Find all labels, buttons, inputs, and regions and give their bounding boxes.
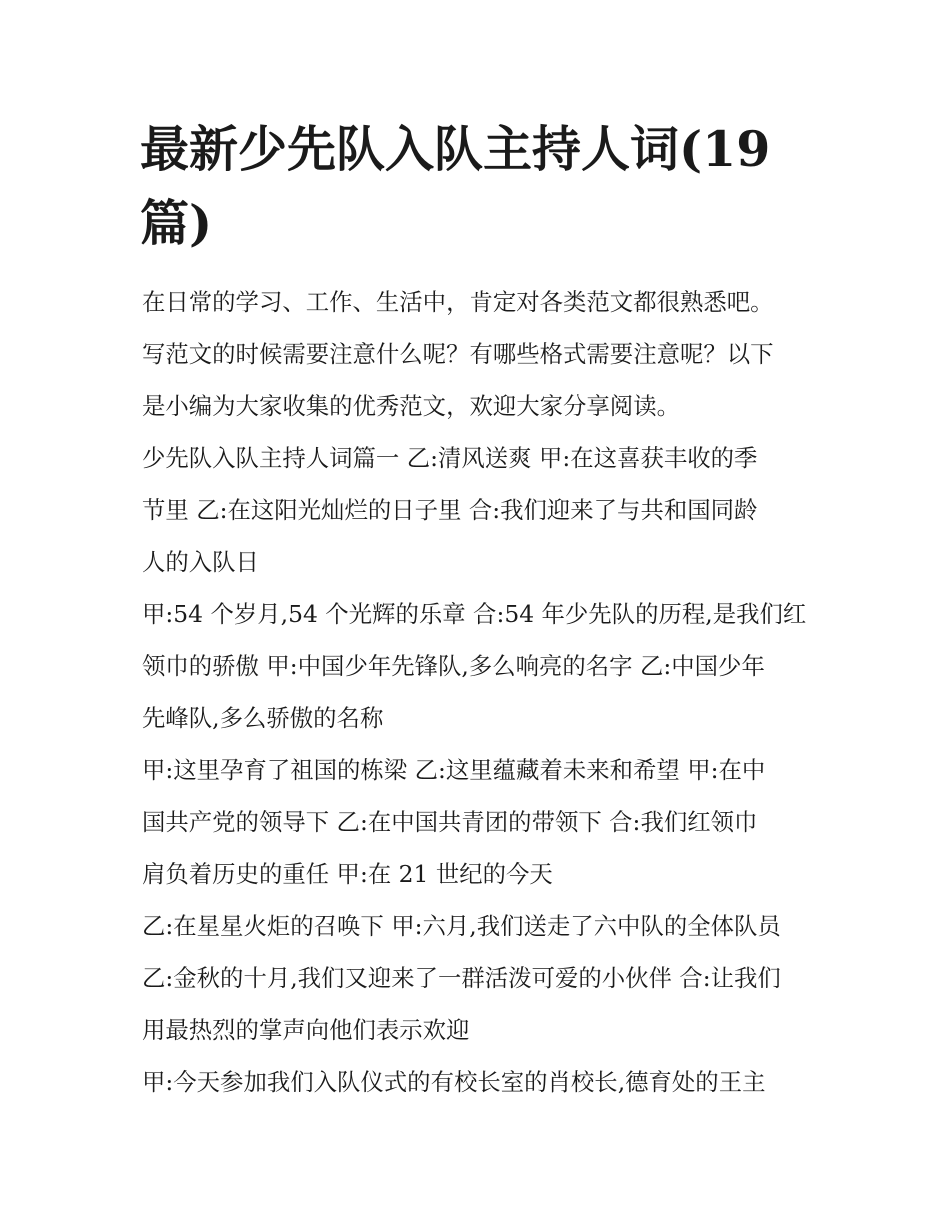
text-line: 写范文的时候需要注意什么呢？有哪些格式需要注意呢？以下: [142, 340, 774, 368]
text-line: 在日常的学习、工作、生活中，肯定对各类范文都很熟悉吧。: [142, 288, 774, 316]
title-line-1: 最新少先队入队主持人词(19: [140, 120, 771, 178]
paragraph-3: [142, 744, 822, 900]
text-line: 用最热烈的掌声向他们表示欢迎: [142, 1016, 470, 1044]
title-line-2: 篇): [140, 194, 213, 252]
text-line: 乙:在星星火炬的召唤下 甲:六月,我们送走了六中队的全体队员: [142, 912, 781, 940]
document-title: [140, 112, 820, 260]
paragraph-5: [142, 1056, 822, 1108]
text-line: 甲:54 个岁月,54 个光辉的乐章 合:54 年少先队的历程,是我们红: [142, 600, 807, 628]
text-line: 少先队入队主持人词篇一 乙:清风送爽 甲:在这喜获丰收的季: [142, 444, 758, 472]
text-line: 是小编为大家收集的优秀范文，欢迎大家分享阅读。: [142, 392, 680, 420]
paragraph-4: [142, 900, 822, 1056]
document-body: [142, 276, 822, 1108]
paragraph-1: [142, 432, 822, 588]
text-line: 甲:这里孕育了祖国的栋梁 乙:这里蕴藏着未来和希望 甲:在中: [142, 756, 766, 784]
text-line: 甲:今天参加我们入队仪式的有校长室的肖校长,德育处的王主: [142, 1068, 766, 1096]
text-line: 领巾的骄傲 甲:中国少年先锋队,多么响亮的名字 乙:中国少年: [142, 652, 765, 680]
text-line: 国共产党的领导下 乙:在中国共青团的带领下 合:我们红领巾: [142, 808, 758, 836]
text-line: 先峰队,多么骄傲的名称: [142, 704, 384, 732]
paragraph-intro: [142, 276, 822, 432]
text-line: 节里 乙:在这阳光灿烂的日子里 合:我们迎来了与共和国同龄: [142, 496, 758, 524]
paragraph-2: [142, 588, 822, 744]
text-line: 人的入队日: [142, 548, 259, 576]
text-line: 肩负着历史的重任 甲:在 21 世纪的今天: [142, 860, 553, 888]
text-line: 乙:金秋的十月,我们又迎来了一群活泼可爱的小伙伴 合:让我们: [142, 964, 781, 992]
